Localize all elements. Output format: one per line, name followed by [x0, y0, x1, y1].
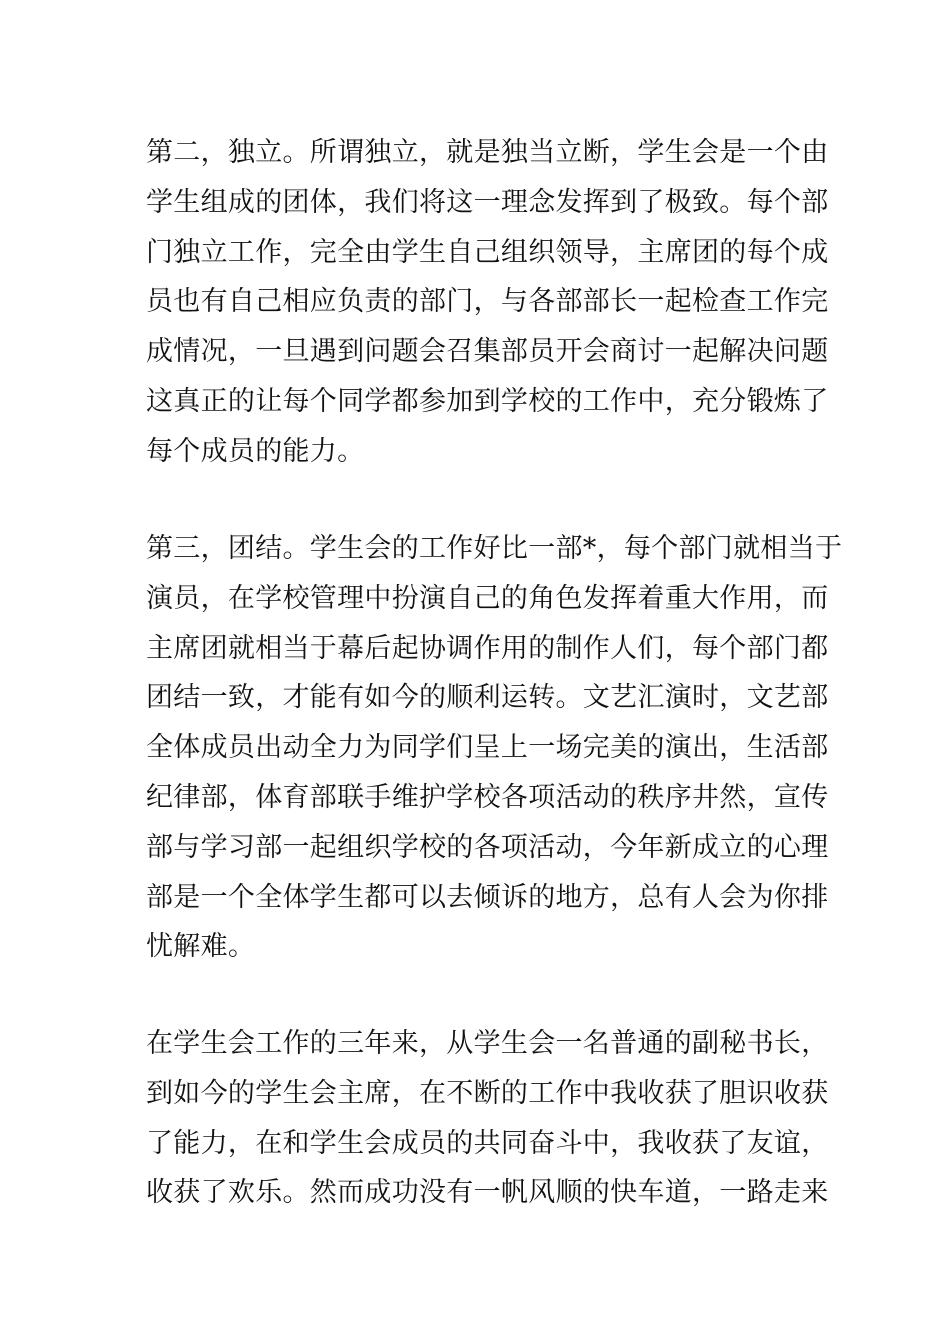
text-line: 部是一个全体学生都可以去倾诉的地方，总有人会为你排 — [146, 881, 829, 913]
text-line: 门独立工作，完全由学生自己组织领导，主席团的每个成 — [146, 236, 829, 268]
text-line: 到如今的学生会主席，在不断的工作中我收获了胆识收获 — [146, 1077, 829, 1109]
text-line: 演员，在学校管理中扮演自己的角色发挥着重大作用，而 — [146, 582, 829, 614]
text-line: 第二，独立。所谓独立，就是独当立断，学生会是一个由 — [146, 137, 829, 168]
text-line: 第三，团结。学生会的工作好比一部*，每个部门就相当于 — [146, 533, 843, 564]
text-line: 了能力，在和学生会成员的共同奋斗中，我收获了友谊， — [146, 1127, 829, 1159]
text-line: 员也有自己相应负责的部门，与各部部长一起检查工作完 — [146, 286, 829, 318]
text-line: 主席团就相当于幕后起协调作用的制作人们，每个部门都 — [146, 632, 829, 664]
text-line: 团结一致，才能有如今的顺利运转。文艺汇演时，文艺部 — [146, 682, 829, 714]
text-line: 这真正的让每个同学都参加到学校的工作中，充分锻炼了 — [146, 385, 829, 417]
text-line: 全体成员出动全力为同学们呈上一场完美的演出，生活部 — [146, 732, 829, 764]
text-line: 纪律部，体育部联手维护学校各项活动的秩序井然，宣传 — [146, 781, 829, 813]
text-line: 收获了欢乐。然而成功没有一帆风顺的快车道，一路走来 — [146, 1177, 829, 1209]
text-line: 部与学习部一起组织学校的各项活动，今年新成立的心理 — [146, 831, 829, 863]
text-line: 在学生会工作的三年来，从学生会一名普通的副秘书长， — [146, 1028, 829, 1059]
text-line: 每个成员的能力。 — [146, 435, 365, 467]
text-line: 忧解难。 — [146, 931, 256, 963]
paragraph-unity — [146, 524, 843, 972]
paragraph-independence — [146, 128, 829, 477]
text-line: 学生组成的团体，我们将这一理念发挥到了极致。每个部 — [146, 186, 829, 218]
text-line: 成情况，一旦遇到问题会召集部员开会商讨一起解决问题 — [146, 336, 829, 368]
paragraph-three-years — [146, 1019, 829, 1218]
